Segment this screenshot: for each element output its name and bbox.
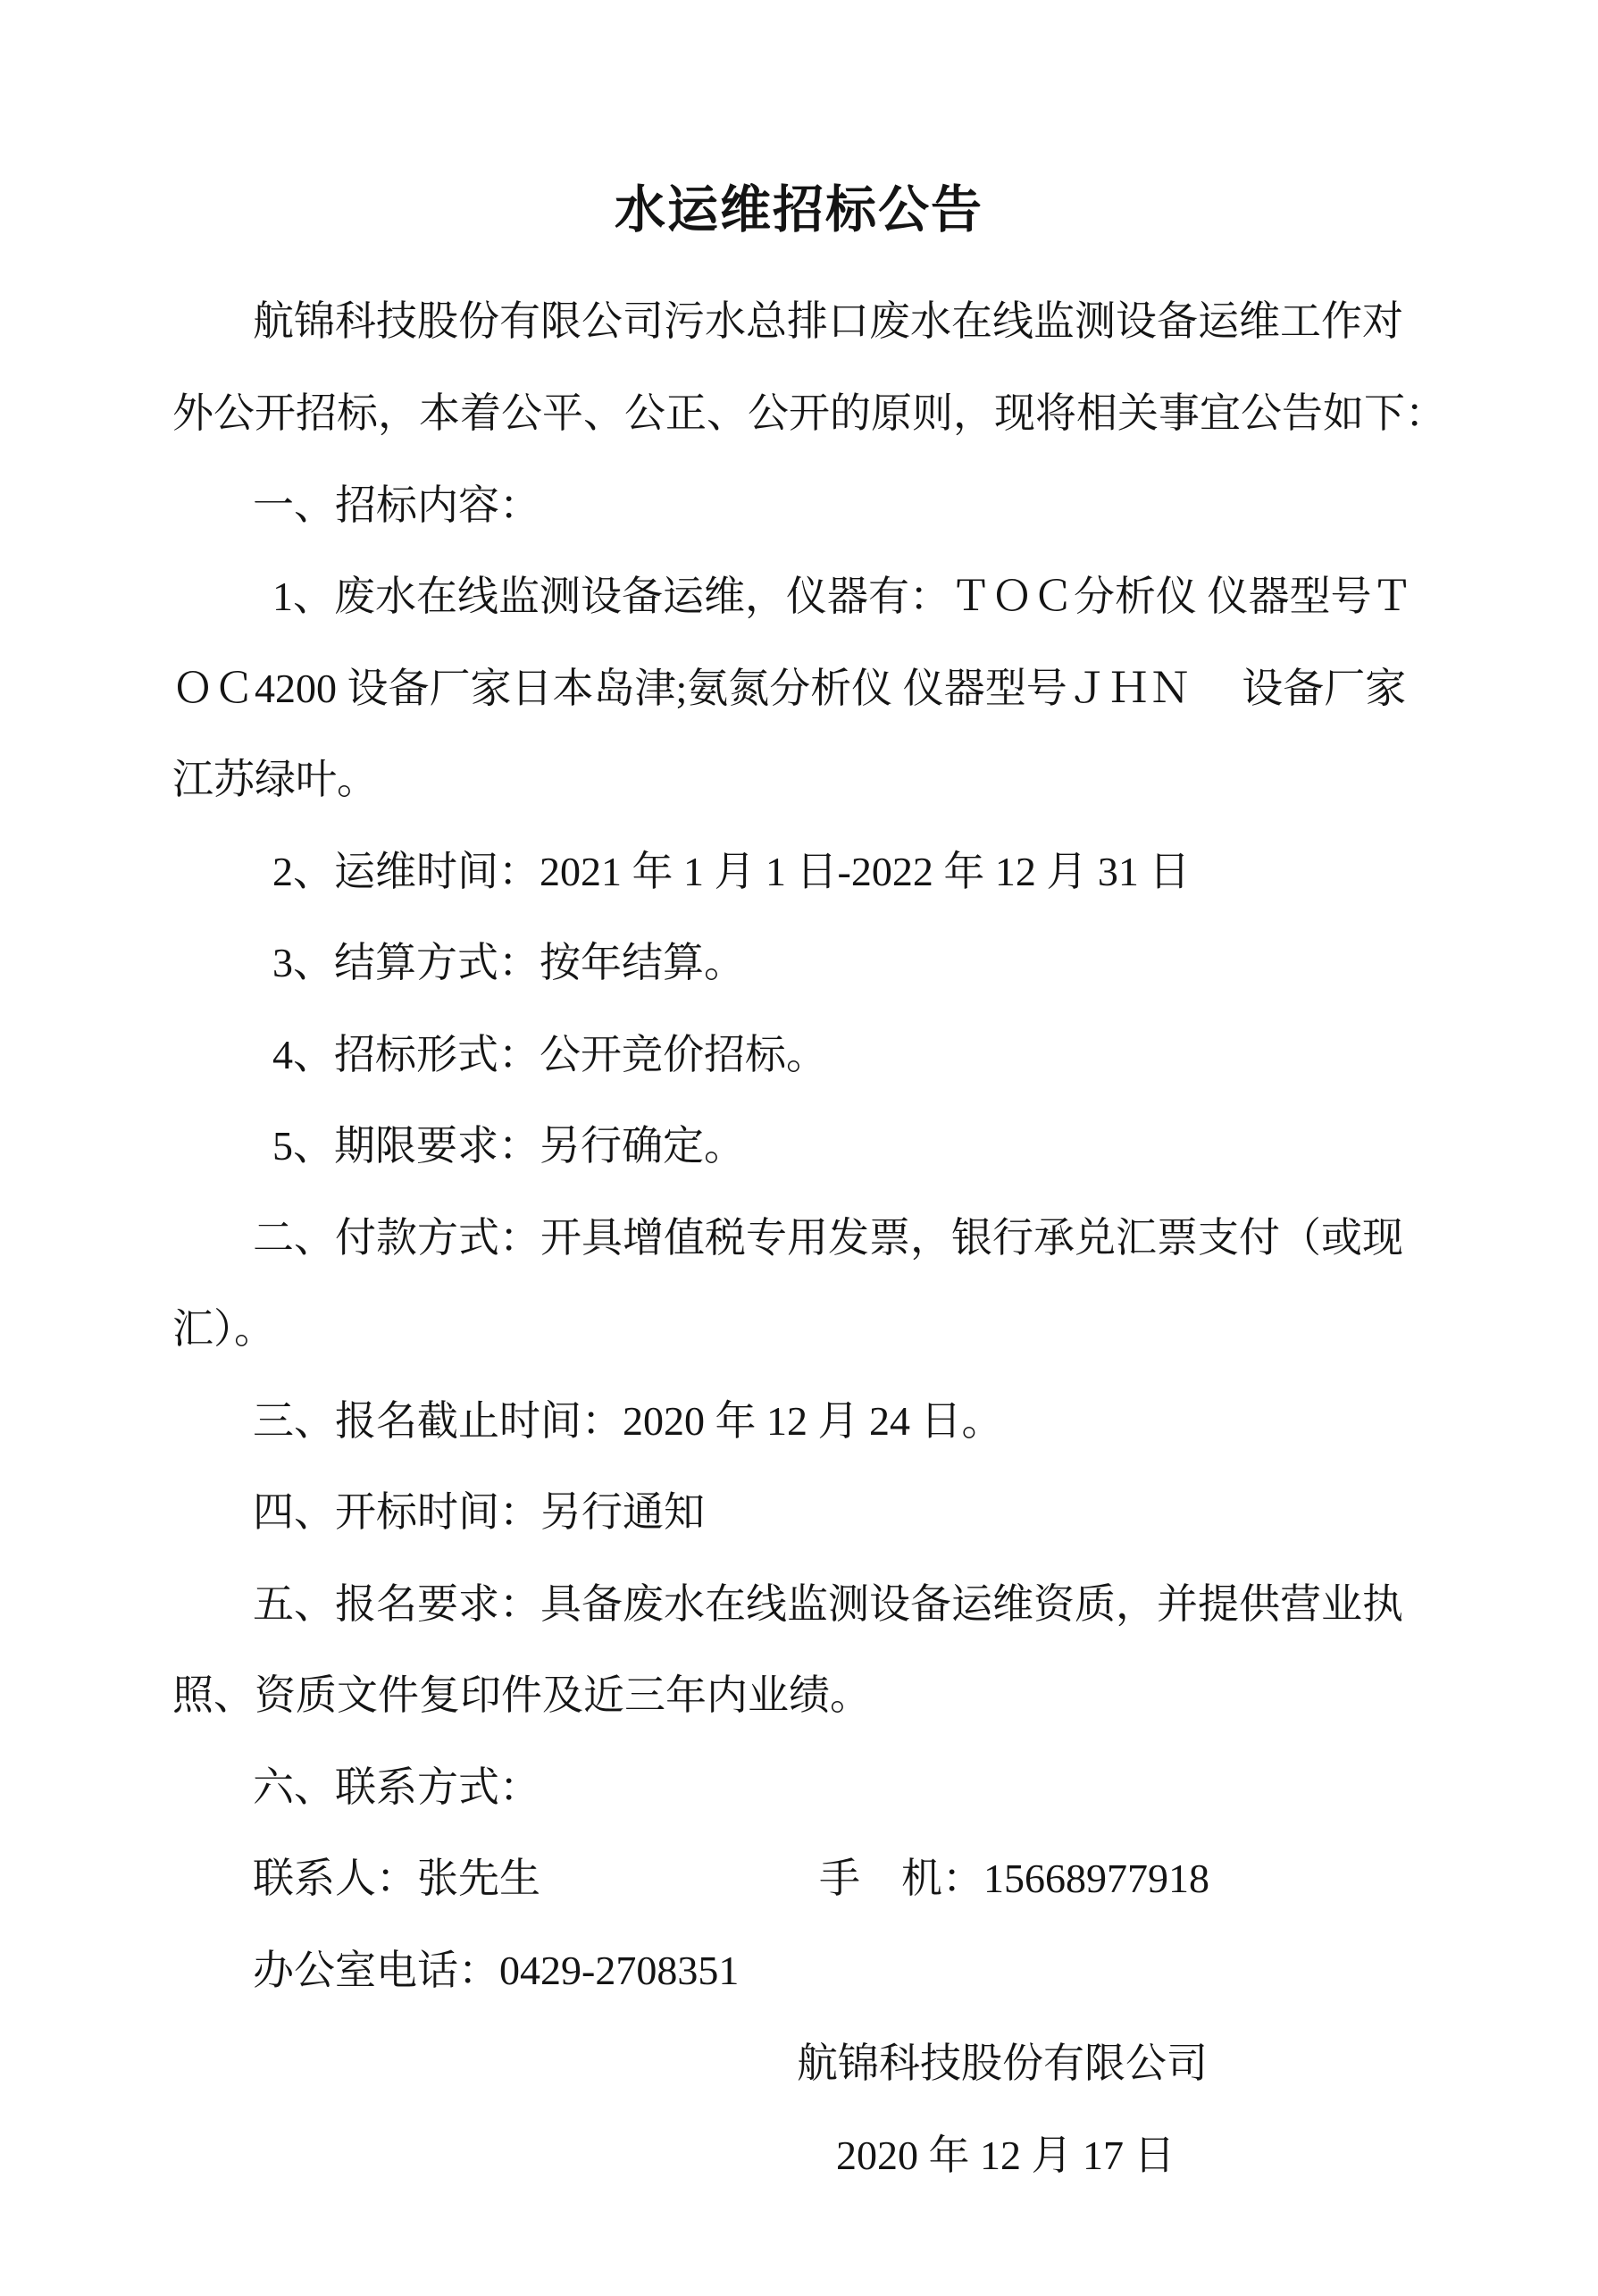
doc-line-item-5: 5、期限要求：另行确定。 bbox=[272, 1123, 745, 1169]
doc-line-item-2: 2、运维时间：2021 年 1 月 1 日-2022 年 12 月 31 日 bbox=[272, 849, 1191, 894]
doc-line-item-1a: 1、废水在线监测设备运维，仪器有：ＴＯＣ分析仪 仪器型号Ｔ bbox=[272, 574, 1413, 619]
doc-line-item-1b: ＯＣ4200 设备厂家日本岛津;氨氮分析仪 仪器型号ＪＨＮ 设备厂家 bbox=[172, 666, 1407, 711]
contact-person: 联系人：张先生 bbox=[253, 1856, 540, 1901]
doc-line-section-4: 四、开标时间：另行通知 bbox=[253, 1489, 705, 1535]
doc-line-item-3: 3、结算方式：按年结算。 bbox=[272, 940, 745, 985]
doc-line-section-5a: 五、报名要求：具备废水在线监测设备运维资质，并提供营业执 bbox=[253, 1581, 1403, 1627]
signature-company: 航锦科技股份有限公司 bbox=[797, 2040, 1208, 2086]
doc-line-section-3: 三、报名截止时间：2020 年 12 月 24 日。 bbox=[253, 1398, 1003, 1444]
doc-line-section-2a: 二、付款方式：开具增值税专用发票，银行承兑汇票支付（或现 bbox=[253, 1215, 1403, 1261]
doc-line-item-1c: 江苏绿叶。 bbox=[172, 757, 378, 802]
doc-line-section-5b: 照、资质文件复印件及近三年内业绩。 bbox=[172, 1672, 871, 1718]
contact-phone: 手 机：15668977918 bbox=[819, 1856, 1209, 1901]
doc-line-intro-2: 外公开招标，本着公平、公正、公开的原则，现将相关事宜公告如下： bbox=[172, 390, 1446, 436]
contact-line bbox=[0, 1856, 1598, 1909]
doc-line-section-1: 一、招标内容： bbox=[253, 482, 540, 528]
office-phone-line: 办公室电话：0429-2708351 bbox=[253, 1948, 740, 1993]
doc-line-intro-1: 航锦科技股份有限公司污水总排口废水在线监测设备运维工作对 bbox=[253, 298, 1403, 344]
doc-line-item-4: 4、招标形式：公开竞价招标。 bbox=[272, 1032, 827, 1077]
doc-line-section-2b: 汇）。 bbox=[172, 1306, 275, 1352]
page-title: 水运维招标公告 bbox=[615, 182, 983, 239]
signature-date: 2020 年 12 月 17 日 bbox=[836, 2133, 1175, 2178]
doc-line-section-6: 六、联系方式： bbox=[253, 1764, 540, 1810]
